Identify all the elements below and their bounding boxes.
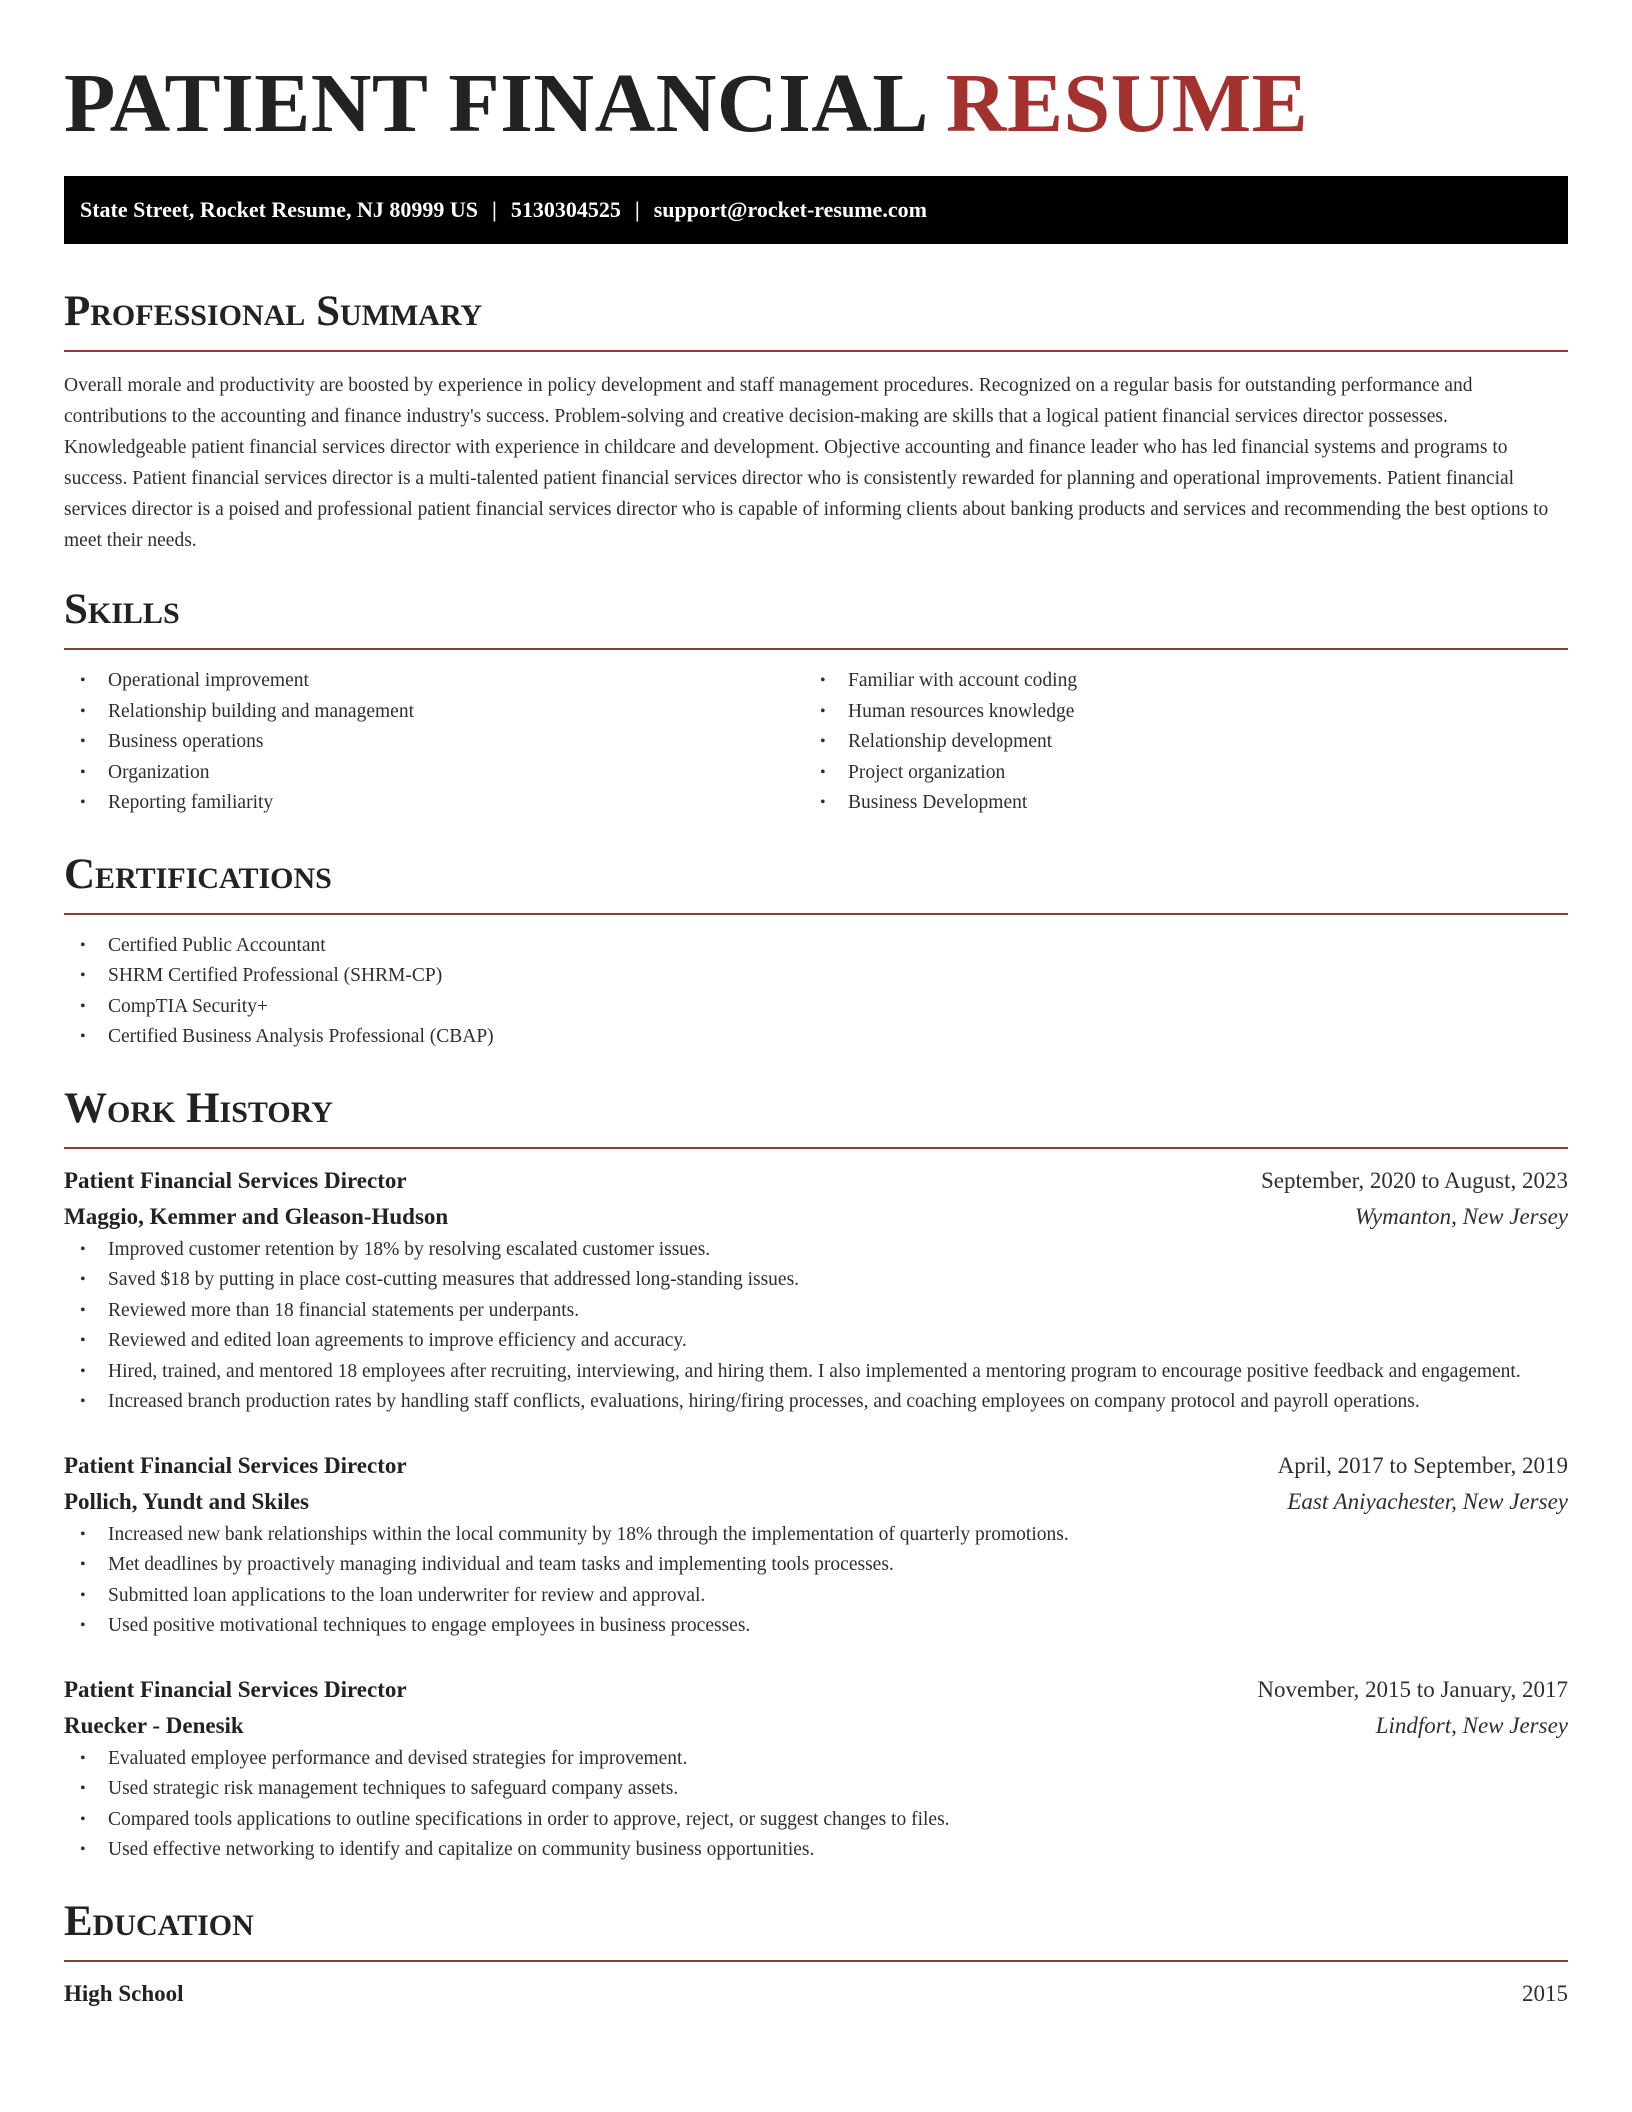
certification-item: • Certified Public Accountant: [80, 934, 326, 956]
job-entry: [64, 1163, 1568, 1418]
job-title-row: [64, 1672, 1568, 1708]
skill-item: • Familiar with account coding: [820, 670, 1078, 691]
name-accent: RESUME: [945, 57, 1309, 150]
contact-separator: |: [634, 197, 640, 222]
job-bullet: • Used effective networking to identify and capitalize on community business opportunities.: [80, 1839, 815, 1860]
job-company-row: [64, 1708, 1568, 1744]
skills-right-list: [804, 666, 1544, 819]
skills-left-list: [64, 666, 804, 819]
resume-page: [64, 0, 1568, 2012]
job-bullet: • Hired, trained, and mentored 18 employees after recruiting, interviewing, and hiring them. I also implemented a mentoring program to encourage positive feedback and engagement.: [80, 1360, 1521, 1382]
section-divider: [64, 913, 1568, 915]
job-entry: [64, 1448, 1568, 1642]
contact-separator: |: [491, 197, 497, 222]
job-title: Patient Financial Services Director: [64, 1452, 407, 1478]
certifications-section: [64, 849, 1568, 1053]
education-section: [64, 1896, 1568, 2012]
section-divider: [64, 648, 1568, 650]
skills-grid: [64, 666, 1568, 819]
education-row: [64, 1976, 1568, 2012]
job-title: Patient Financial Services Director: [64, 1167, 407, 1193]
job-bullet: • Improved customer retention by 18% by resolving escalated customer issues.: [80, 1238, 711, 1260]
job-bullet-list: [64, 1744, 1568, 1866]
contact-email: support@rocket-resume.com: [653, 197, 927, 222]
contact-address: State Street, Rocket Resume, NJ 80999 US: [80, 197, 478, 222]
job-bullet: • Met deadlines by proactively managing individual and team tasks and implementing tools processes.: [80, 1554, 894, 1575]
job-title-row: [64, 1163, 1568, 1199]
job-company: Pollich, Yundt and Skiles: [64, 1488, 310, 1514]
job-bullet: • Saved $18 by putting in place cost-cutting measures that addressed long-standing issues.: [80, 1269, 800, 1290]
job-bullet: • Evaluated employee performance and devised strategies for improvement.: [80, 1747, 688, 1769]
job-company: Ruecker - Denesik: [64, 1712, 244, 1738]
job-title-row: [64, 1448, 1568, 1484]
job-title: Patient Financial Services Director: [64, 1676, 407, 1702]
education-degree: High School: [64, 1980, 184, 2006]
job-location: Lindfort, New Jersey: [1375, 1712, 1568, 1738]
job-dates: September, 2020 to August, 2023: [1260, 1167, 1568, 1193]
skill-item: • Relationship building and management: [80, 700, 414, 722]
certifications-heading: Certifications: [64, 850, 332, 898]
job-bullet: • Reviewed more than 18 financial statements per underpants.: [80, 1299, 580, 1321]
skill-item: • Project organization: [820, 761, 1006, 783]
certification-item: • SHRM Certified Professional (SHRM-CP): [80, 965, 443, 986]
job-dates: April, 2017 to September, 2019: [1277, 1452, 1568, 1478]
skills-section: [64, 584, 1568, 819]
skill-item: • Reporting familiarity: [80, 792, 274, 813]
job-bullet: • Submitted loan applications to the loan underwriter for review and approval.: [80, 1584, 706, 1606]
name-main: PATIENT FINANCIAL: [64, 57, 925, 150]
certification-item: • Certified Business Analysis Professional (CBAP): [80, 1026, 494, 1047]
certification-item: • CompTIA Security+: [80, 995, 268, 1017]
skills-heading: Skills: [64, 586, 180, 633]
skill-item: • Organization: [80, 761, 210, 783]
job-bullet: • Increased new bank relationships within the local community by 18% through the implementation of quarterly promotions.: [80, 1523, 1069, 1545]
job-dates: November, 2015 to January, 2017: [1257, 1676, 1568, 1702]
section-divider: [64, 350, 1568, 352]
job-company-row: [64, 1199, 1568, 1235]
section-divider: [64, 1960, 1568, 1962]
education-heading: Education: [64, 1897, 254, 1945]
summary-text: Overall morale and productivity are boosted by experience in policy development and staff management procedures. Recognized on a regular basis for outstanding performance and contributions to the accounting and finance industry's success. Problem-solving and creative decision-making are skills that a logical patient financial services director possesses. Knowledgeable patient financial services director with experience in childcare and development. Objective accounting and finance leader who has led financial systems and programs to success. Patient financial services director is a multi-talented patient financial services director who is consistently rewarded for planning and operational improvements. Patient financial services director is a poised and professional patient financial services director who is capable of informing clients about banking products and services and recommending the best options to meet their needs.: [64, 375, 1549, 551]
job-bullet: • Increased branch production rates by handling staff conflicts, evaluations, hiring/firing processes, and coaching employees on company protocol and payroll operations.: [80, 1391, 1420, 1412]
summary-heading: Professional Summary: [64, 288, 483, 335]
job-location: East Aniyachester, New Jersey: [1287, 1488, 1568, 1514]
contact-bar: [64, 176, 1568, 244]
skill-item: • Human resources knowledge: [820, 700, 1075, 722]
job-bullet-list: [64, 1235, 1568, 1418]
work-history-heading: Work History: [64, 1084, 333, 1132]
resume-name: [64, 0, 1568, 152]
job-bullet: • Reviewed and edited loan agreements to improve efficiency and accuracy.: [80, 1330, 687, 1351]
job-company-row: [64, 1484, 1568, 1520]
skill-item: • Business Development: [820, 792, 1028, 813]
job-company: Maggio, Kemmer and Gleason-Hudson: [64, 1203, 449, 1229]
contact-phone: 5130304525: [510, 197, 621, 222]
skill-item: • Business operations: [80, 731, 264, 752]
job-bullet-list: [64, 1520, 1568, 1642]
skill-item: • Operational improvement: [80, 670, 309, 691]
job-bullet: • Used positive motivational techniques to engage employees in business processes.: [80, 1615, 751, 1636]
job-bullet: • Used strategic risk management techniques to safeguard company assets.: [80, 1778, 679, 1799]
summary-section: [64, 286, 1568, 556]
job-location: Wymanton, New Jersey: [1354, 1203, 1568, 1229]
skill-item: • Relationship development: [820, 731, 1053, 752]
job-entry: [64, 1672, 1568, 1866]
job-bullet: • Compared tools applications to outline specifications in order to approve, reject, or suggest changes to files.: [80, 1808, 950, 1830]
work-history-section: [64, 1083, 1568, 1866]
education-year: 2015: [1522, 1980, 1568, 2006]
section-divider: [64, 1147, 1568, 1149]
certifications-list: [64, 931, 1568, 1053]
